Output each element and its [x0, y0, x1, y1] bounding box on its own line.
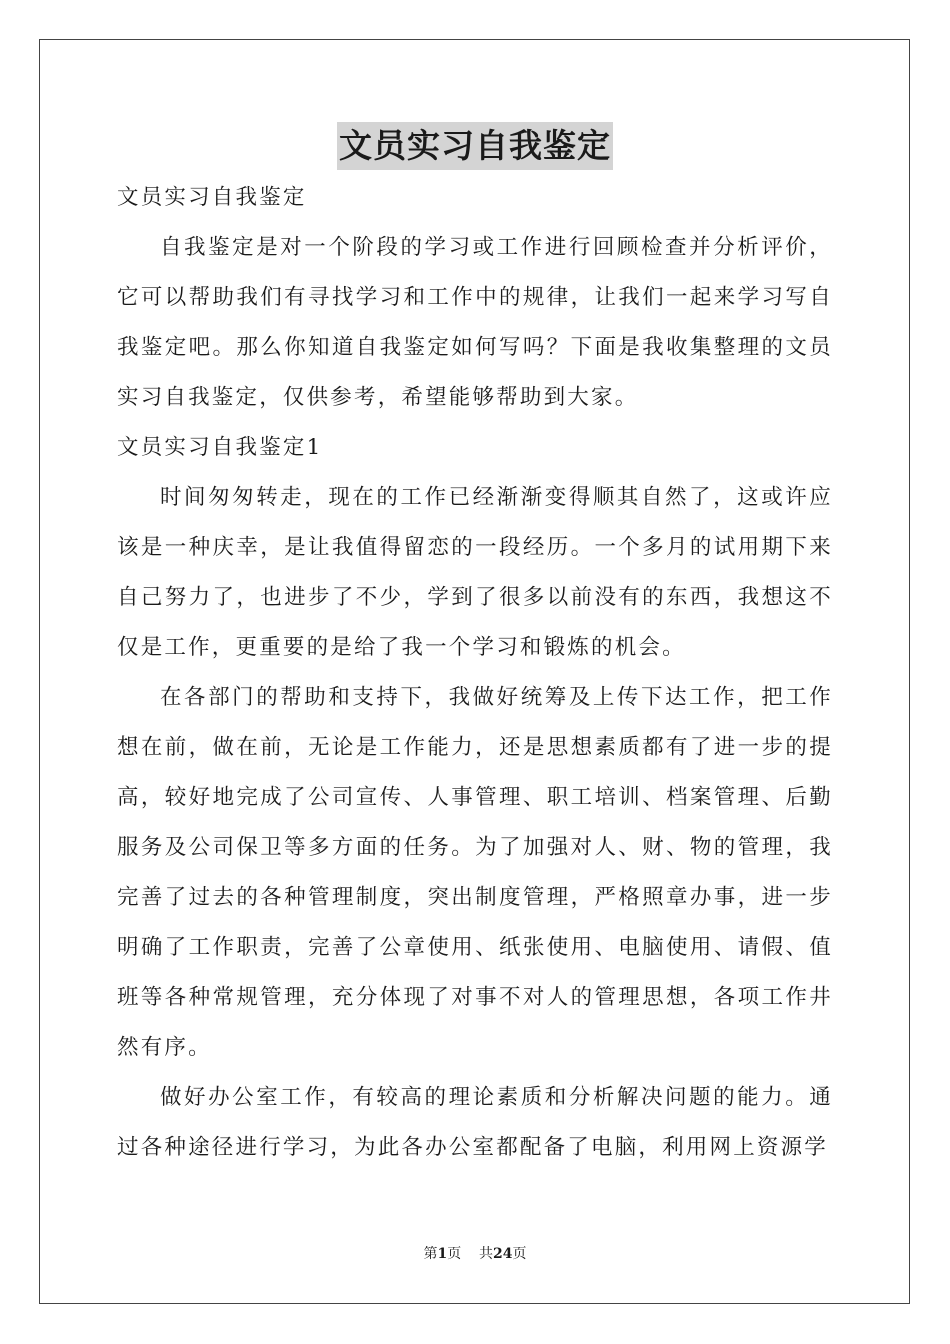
page-footer: [0, 1243, 950, 1263]
total-pages: 24: [493, 1246, 513, 1262]
document-title: 文员实习自我鉴定: [337, 122, 613, 170]
paragraph: 时间匆匆转走，现在的工作已经渐渐变得顺其自然了，这或许应该是一种庆幸，是让我值得留恋的一段经历。一个多月的试用期下来自己努力了，也进步了不少，学到了很多以前没有的东西，我想这不仅是工作，更重要的是给了我一个学习和锻炼的机会。: [117, 485, 833, 660]
document-body: [117, 173, 833, 1173]
page-prefix: 第: [423, 1246, 438, 1262]
section-heading: 文员实习自我鉴定: [117, 185, 307, 210]
section-heading: 文员实习自我鉴定1: [117, 435, 323, 460]
page-suffix: 页: [447, 1246, 462, 1262]
paragraph: 自我鉴定是对一个阶段的学习或工作进行回顾检查并分析评价，它可以帮助我们有寻找学习和工作中的规律，让我们一起来学习写自我鉴定吧。那么你知道自我鉴定如何写吗？下面是我收集整理的文员实习自我鉴定，仅供参考，希望能够帮助到大家。: [117, 235, 833, 410]
title-container: [0, 122, 950, 170]
paragraph: 在各部门的帮助和支持下，我做好统筹及上传下达工作，把工作想在前，做在前，无论是工作能力，还是思想素质都有了进一步的提高，较好地完成了公司宣传、人事管理、职工培训、档案管理、后勤服务及公司保卫等多方面的任务。为了加强对人、财、物的管理，我完善了过去的各种管理制度，突出制度管理，严格照章办事，进一步明确了工作职责，完善了公章使用、纸张使用、电脑使用、请假、值班等各种常规管理，充分体现了对事不对人的管理思想，各项工作井然有序。: [117, 685, 833, 1060]
paragraph: 做好办公室工作，有较高的理论素质和分析解决问题的能力。通过各种途径进行学习，为此各办公室都配备了电脑，利用网上资源学: [117, 1085, 833, 1160]
page-number: 1: [437, 1246, 448, 1262]
total-prefix: 共: [479, 1246, 494, 1262]
total-suffix: 页: [512, 1246, 527, 1262]
